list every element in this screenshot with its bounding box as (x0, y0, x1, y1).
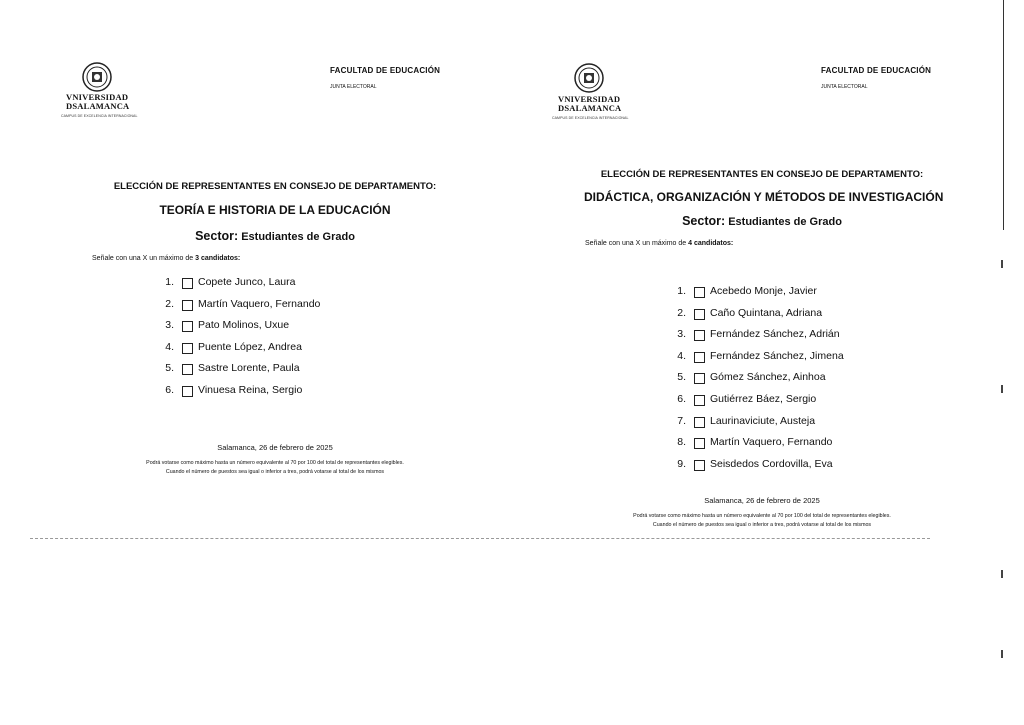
ballot-note-2: Cuando el número de puestos sea igual o inferior a tres, podrá votarse al total de los mismos (652, 522, 872, 528)
election-heading: ELECCIÓN DE REPRESENTANTES EN CONSEJO DE DEPARTAMENTO: (600, 169, 924, 180)
candidate-number: 4. (165, 340, 174, 353)
instruction-max: 3 candidatos: (195, 255, 241, 262)
candidate-number: 1. (677, 285, 686, 297)
faculty-title: FACULTAD DE EDUCACIÓN (330, 66, 441, 75)
edge-mark (1001, 260, 1003, 268)
university-subtitle: CAMPUS DE EXCELENCIA INTERNACIONAL (61, 114, 138, 118)
university-name-line2: DSALAMANCA (558, 103, 622, 113)
candidate-row (672, 415, 952, 437)
candidate-number: 6. (677, 392, 686, 405)
edge-mark (1001, 385, 1003, 393)
candidate-name: Martín Vaquero, Fernando (198, 297, 321, 310)
candidate-name: Fernández Sánchez, Adrián (710, 328, 840, 341)
candidate-number: 2. (165, 297, 174, 310)
candidate-number: 2. (677, 306, 686, 319)
vote-checkbox[interactable] (694, 373, 705, 384)
university-name (66, 93, 128, 111)
sector-line (110, 229, 440, 243)
candidate-name: Caño Quintana, Adriana (710, 306, 823, 319)
instruction (585, 240, 733, 247)
candidate-row (160, 384, 420, 406)
candidate-row (672, 307, 952, 329)
candidate-row (672, 458, 952, 480)
vote-checkbox[interactable] (694, 438, 705, 449)
vote-checkbox[interactable] (694, 309, 705, 320)
ballot-date: Salamanca, 26 de febrero de 2025 (704, 496, 820, 505)
candidate-number: 7. (677, 414, 686, 427)
candidate-row (160, 276, 420, 298)
vote-checkbox[interactable] (694, 287, 705, 298)
candidate-number: 9. (677, 457, 686, 470)
candidate-name: Fernández Sánchez, Jimena (710, 349, 844, 362)
candidate-row (160, 362, 420, 384)
sector-value: Estudiantes de Grado (728, 216, 842, 228)
university-name-line2: DSALAMANCA (66, 101, 130, 111)
candidate-row (672, 328, 952, 350)
sector-label: Sector: (682, 214, 726, 228)
vote-checkbox[interactable] (694, 460, 705, 471)
candidate-number: 3. (677, 328, 686, 341)
page-edge-line (1003, 0, 1004, 230)
candidate-name: Puente López, Andrea (198, 340, 302, 353)
candidate-list (160, 276, 420, 406)
ballot-note-1: Podrá votarse como máximo hasta un número equivalente al 70 por 100 del total de representantes elegibles. (146, 460, 404, 466)
candidate-row (672, 285, 952, 307)
ballot-date: Salamanca, 26 de febrero de 2025 (217, 443, 333, 452)
edge-mark (1001, 570, 1003, 578)
vote-checkbox[interactable] (182, 300, 193, 311)
instruction-text: Señale con una X un máximo de (585, 240, 687, 247)
university-name-line1: VNIVERSIDAD (558, 94, 621, 104)
candidate-row (672, 436, 952, 458)
university-seal-icon (574, 63, 604, 93)
instruction-max: 4 candidatos: (688, 240, 734, 247)
candidate-name: Gómez Sánchez, Ainhoa (710, 371, 826, 384)
university-name (558, 95, 620, 113)
candidate-number: 8. (677, 436, 686, 449)
candidate-number: 6. (165, 383, 174, 396)
vote-checkbox[interactable] (694, 352, 705, 363)
candidate-row (672, 371, 952, 393)
department-title: DIDÁCTICA, ORGANIZACIÓN Y MÉTODOS DE INVESTIGACIÓN (584, 190, 944, 204)
instruction-text: Señale con una X un máximo de (92, 255, 194, 262)
candidate-row (160, 298, 420, 320)
vote-checkbox[interactable] (182, 321, 193, 332)
ballot-right (512, 0, 1024, 560)
candidate-name: Sastre Lorente, Paula (198, 362, 300, 375)
electoral-board: JUNTA ELECTORAL (821, 84, 868, 90)
candidate-number: 5. (677, 371, 686, 384)
sector-label: Sector: (195, 229, 239, 243)
university-name-line1: VNIVERSIDAD (66, 92, 129, 102)
candidate-name: Laurinaviciute, Austeja (710, 414, 816, 427)
vote-checkbox[interactable] (694, 417, 705, 428)
candidate-name: Seisdedos Cordovilla, Eva (710, 457, 833, 470)
instruction (92, 255, 240, 262)
sector-line (592, 214, 932, 228)
candidate-name: Martín Vaquero, Fernando (710, 436, 833, 449)
candidate-row (672, 393, 952, 415)
university-seal-icon (82, 62, 112, 92)
vote-checkbox[interactable] (694, 330, 705, 341)
vote-checkbox[interactable] (182, 364, 193, 375)
vote-checkbox[interactable] (182, 386, 193, 397)
cut-line (30, 538, 930, 539)
university-subtitle: CAMPUS DE EXCELENCIA INTERNACIONAL (552, 116, 629, 120)
candidate-number: 3. (165, 319, 174, 332)
candidate-name: Vinuesa Reina, Sergio (198, 383, 303, 396)
candidate-row (160, 319, 420, 341)
electoral-board: JUNTA ELECTORAL (330, 84, 377, 90)
edge-mark (1001, 650, 1003, 658)
candidate-name: Gutiérrez Báez, Sergio (710, 392, 817, 405)
department-title: TEORÍA E HISTORIA DE LA EDUCACIÓN (159, 203, 391, 217)
candidate-name: Acebedo Monje, Javier (710, 285, 817, 297)
candidate-name: Pato Molinos, Uxue (198, 319, 290, 332)
candidate-number: 4. (677, 349, 686, 362)
candidate-number: 5. (165, 362, 174, 375)
vote-checkbox[interactable] (182, 278, 193, 289)
candidate-row (160, 341, 420, 363)
ballot-note-2: Cuando el número de puestos sea igual o inferior a tres, podrá votarse al total de los mismos (165, 469, 385, 475)
candidate-name: Copete Junco, Laura (198, 276, 296, 288)
candidate-row (672, 350, 952, 372)
faculty-title: FACULTAD DE EDUCACIÓN (821, 66, 932, 75)
vote-checkbox[interactable] (694, 395, 705, 406)
candidate-list (672, 285, 952, 479)
vote-checkbox[interactable] (182, 343, 193, 354)
ballot-note-1: Podrá votarse como máximo hasta un número equivalente al 70 por 100 del total de representantes elegibles. (633, 513, 891, 519)
election-heading: ELECCIÓN DE REPRESENTANTES EN CONSEJO DE DEPARTAMENTO: (113, 181, 437, 192)
ballot-left (0, 0, 512, 560)
candidate-number: 1. (165, 276, 174, 288)
sector-value: Estudiantes de Grado (241, 231, 355, 243)
